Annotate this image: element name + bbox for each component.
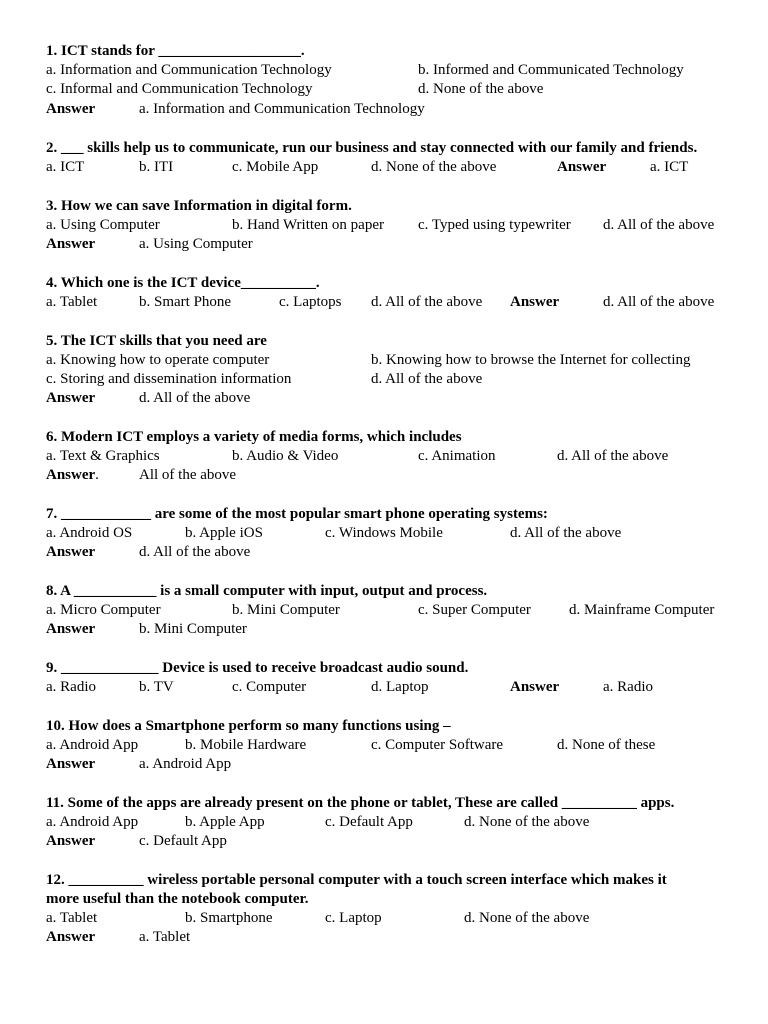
question-text: 12. __________ wireless portable personal computer with a touch screen interface which makes it (46, 872, 667, 888)
option-a: a. Tablet (46, 294, 98, 310)
options-row (0, 678, 768, 697)
answer-value: a. Android App (139, 756, 232, 772)
answer-value: d. All of the above (603, 294, 715, 310)
option-d: d. None of the above (464, 814, 590, 830)
answer-value: a. Information and Communication Technology (139, 101, 425, 117)
question-8 (0, 582, 768, 601)
option-a: a. Knowing how to operate computer (46, 352, 270, 368)
answer-label: Answer (46, 833, 96, 849)
answer-value: d. All of the above (139, 390, 251, 406)
question-text-line-2: more useful than the notebook computer. (46, 891, 309, 907)
option-b: b. Mini Computer (232, 602, 340, 618)
option-a: a. Android OS (46, 525, 133, 541)
answer-row (0, 755, 768, 774)
option-c: c. Typed using typewriter (418, 217, 571, 233)
answer-label: Answer (46, 756, 96, 772)
option-c: c. Laptop (325, 910, 382, 926)
answer-row (0, 389, 768, 408)
option-a: a. Android App (46, 814, 139, 830)
question-6 (0, 428, 768, 447)
question-text: 1. ICT stands for ___________________. (46, 43, 305, 59)
option-b: b. Informed and Communicated Technology (418, 62, 684, 78)
question-12 (0, 871, 768, 890)
options-row (0, 447, 768, 466)
option-c: c. Computer (232, 679, 307, 695)
question-text: 11. Some of the apps are already present on the phone or tablet, These are called __________ apps. (46, 795, 675, 811)
answer-label: Answer (557, 159, 607, 175)
option-d: d. All of the above (510, 525, 622, 541)
answer-label: Answer (46, 929, 96, 945)
question-text: 9. _____________ Device is used to receive broadcast audio sound. (46, 660, 469, 676)
options-row (0, 909, 768, 928)
answer-value: d. All of the above (139, 544, 251, 560)
answer-label: Answer (46, 467, 96, 483)
option-c: c. Computer Software (371, 737, 504, 753)
answer-value: c. Default App (139, 833, 227, 849)
option-b: b. Apple iOS (185, 525, 263, 541)
question-text: 6. Modern ICT employs a variety of media forms, which includes (46, 429, 462, 445)
question-text: 7. ____________ are some of the most popular smart phone operating systems: (46, 506, 548, 522)
options-row (0, 813, 768, 832)
option-b: b. Hand Written on paper (232, 217, 384, 233)
option-d: d. All of the above (371, 294, 483, 310)
options-row (0, 736, 768, 755)
answer-label: Answer (510, 679, 560, 695)
question-3 (0, 197, 768, 216)
answer-row (0, 466, 768, 485)
option-b: b. TV (139, 679, 174, 695)
option-c: c. Default App (325, 814, 413, 830)
option-c: c. Informal and Communication Technology (46, 81, 313, 97)
option-b: b. Smartphone (185, 910, 273, 926)
question-2 (0, 139, 768, 158)
option-b: b. ITI (139, 159, 174, 175)
option-d: d. Mainframe Computer (569, 602, 715, 618)
option-c: c. Super Computer (418, 602, 531, 618)
answer-value: a. Tablet (139, 929, 191, 945)
option-d: d. None of the above (371, 159, 497, 175)
question-text: 2. ___ skills help us to communicate, run our business and stay connected with our family and friends. (46, 140, 698, 156)
options-row (0, 351, 768, 370)
option-a: a. ICT (46, 159, 85, 175)
option-d: d. All of the above (371, 371, 483, 387)
option-a: a. Radio (46, 679, 96, 695)
option-b: b. Mobile Hardware (185, 737, 307, 753)
question-9 (0, 659, 768, 678)
answer-value: b. Mini Computer (139, 621, 247, 637)
answer-value: a. Using Computer (139, 236, 253, 252)
answer-label: Answer (46, 544, 96, 560)
question-text: 10. How does a Smartphone perform so many functions using – (46, 718, 451, 734)
answer-label: Answer (46, 236, 96, 252)
question-text: 8. A ___________ is a small computer with input, output and process. (46, 583, 488, 599)
option-d: d. Laptop (371, 679, 429, 695)
question-10 (0, 717, 768, 736)
answer-label-period: . (95, 467, 99, 483)
option-a: a. Using Computer (46, 217, 160, 233)
option-b: b. Smart Phone (139, 294, 232, 310)
option-d: d. All of the above (603, 217, 715, 233)
options-row (0, 61, 768, 80)
options-row (0, 524, 768, 543)
option-c: c. Storing and dissemination information (46, 371, 292, 387)
options-row (0, 80, 768, 99)
option-d: d. None of the above (464, 910, 590, 926)
option-d: d. None of these (557, 737, 656, 753)
answer-row (0, 543, 768, 562)
option-d: d. None of the above (418, 81, 544, 97)
answer-row (0, 235, 768, 254)
question-11 (0, 794, 768, 813)
answer-row (0, 100, 768, 119)
option-a: a. Tablet (46, 910, 98, 926)
question-text: 5. The ICT skills that you need are (46, 333, 267, 349)
option-c: c. Windows Mobile (325, 525, 443, 541)
answer-label: Answer (46, 101, 96, 117)
answer-value: All of the above (139, 467, 237, 483)
option-a: a. Text & Graphics (46, 448, 160, 464)
answer-row (0, 832, 768, 851)
answer-row (0, 928, 768, 947)
option-d: d. All of the above (557, 448, 669, 464)
question-12-continued (0, 890, 768, 909)
question-5 (0, 332, 768, 351)
question-text: 3. How we can save Information in digital form. (46, 198, 352, 214)
option-c: c. Laptops (279, 294, 342, 310)
answer-label: Answer (46, 621, 96, 637)
options-row (0, 216, 768, 235)
answer-value: a. Radio (603, 679, 653, 695)
option-b: b. Knowing how to browse the Internet for collecting (371, 352, 691, 368)
option-c: c. Mobile App (232, 159, 319, 175)
question-text: 4. Which one is the ICT device__________. (46, 275, 320, 291)
options-row (0, 293, 768, 312)
option-a: a. Android App (46, 737, 139, 753)
option-b: b. Audio & Video (232, 448, 339, 464)
option-c: c. Animation (418, 448, 496, 464)
answer-label: Answer (510, 294, 560, 310)
options-row (0, 370, 768, 389)
option-a: a. Micro Computer (46, 602, 161, 618)
answer-label-group (46, 466, 99, 485)
options-row (0, 601, 768, 620)
answer-label: Answer (46, 390, 96, 406)
question-1 (0, 42, 768, 61)
answer-value: a. ICT (650, 159, 689, 175)
options-row (0, 158, 768, 177)
option-a: a. Information and Communication Technology (46, 62, 332, 78)
question-4 (0, 274, 768, 293)
option-b: b. Apple App (185, 814, 265, 830)
question-7 (0, 505, 768, 524)
answer-row (0, 620, 768, 639)
